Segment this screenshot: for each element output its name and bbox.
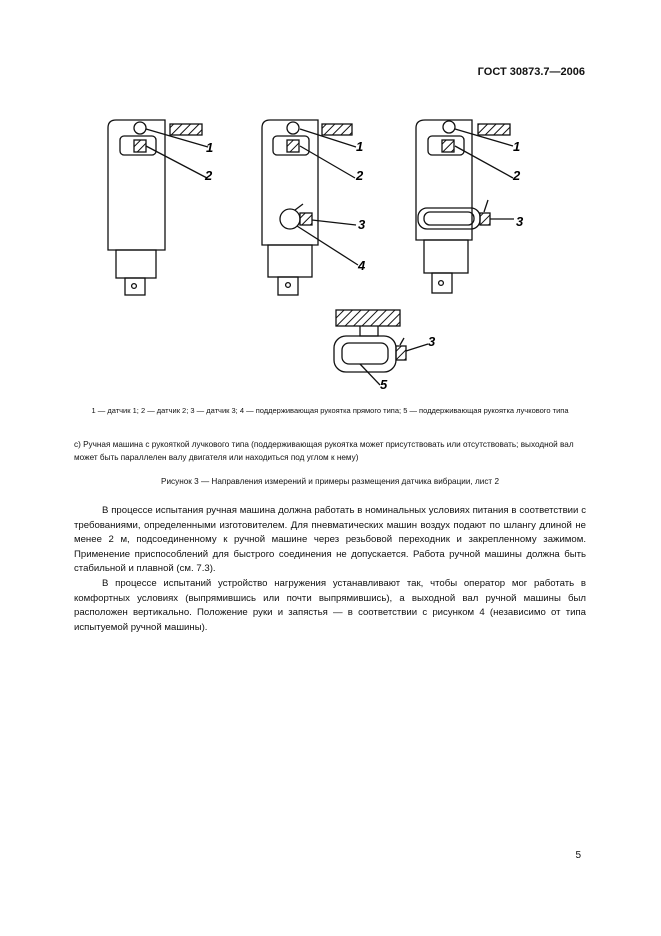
machine-2: [262, 120, 358, 295]
label-3-d: 3: [428, 334, 436, 349]
figure-title: Рисунок 3 — Направления измерений и примеры размещения датчика вибрации, лист 2: [160, 477, 500, 486]
figure-3-drawing: [0, 0, 661, 400]
label-2-c: 2: [513, 168, 521, 183]
document-code: ГОСТ 30873.7—2006: [477, 66, 585, 78]
label-1-a: 1: [206, 140, 214, 155]
label-2-a: 2: [205, 168, 213, 183]
figure-subcaption: c) Ручная машина с рукояткой лучкового типа (поддерживающая рукоятка может присутствовать или отсутствовать; выходной вал может быть параллелен валу двигателя или находиться под углом к нему): [74, 440, 574, 462]
label-5-d: 5: [380, 377, 388, 392]
paragraph-2: В процессе испытаний устройство нагружения устанавливают так, чтобы оператор мог работать в комфортных условиях (выпрямившись или почти выпрямившись), а выходной вал ручной машины был расположен вертикально. Положение руки и запястья — в соответствии с рисунком 4 (независимо от типа испытуемой ручной машины).: [74, 577, 586, 633]
label-1-c: 1: [513, 139, 521, 154]
label-3-c: 3: [516, 214, 524, 229]
page-number: 5: [575, 850, 581, 861]
figure-legend: 1 — датчик 1; 2 — датчик 2; 3 — датчик 3; 4 — поддерживающая рукоятка прямого типа; 5 — поддерживающая рукоятка лучкового типа: [91, 406, 569, 415]
label-4-b: 4: [358, 258, 366, 273]
paragraph-1: В процессе испытания ручная машина должна работать в номинальных условиях питания в соответствии с требованиями, определенными изготовителем. Для пневматических машин воздух подают по шлангу длиной не менее 2 м, подсоединенному к ручной машине через резьбовой переходник и закрепленному зажимом. Применение приспособлений для быстрого соединения не допускается. Работа ручной машины должна быть стабильной и плавной (см. 7.3).: [74, 505, 586, 575]
label-2-b: 2: [356, 168, 364, 183]
label-3-b: 3: [358, 217, 366, 232]
machine-3: [416, 120, 514, 293]
machine-1: [108, 120, 208, 295]
handle-detail: [334, 310, 428, 385]
label-1-b: 1: [356, 139, 364, 154]
body-text: [74, 504, 586, 635]
